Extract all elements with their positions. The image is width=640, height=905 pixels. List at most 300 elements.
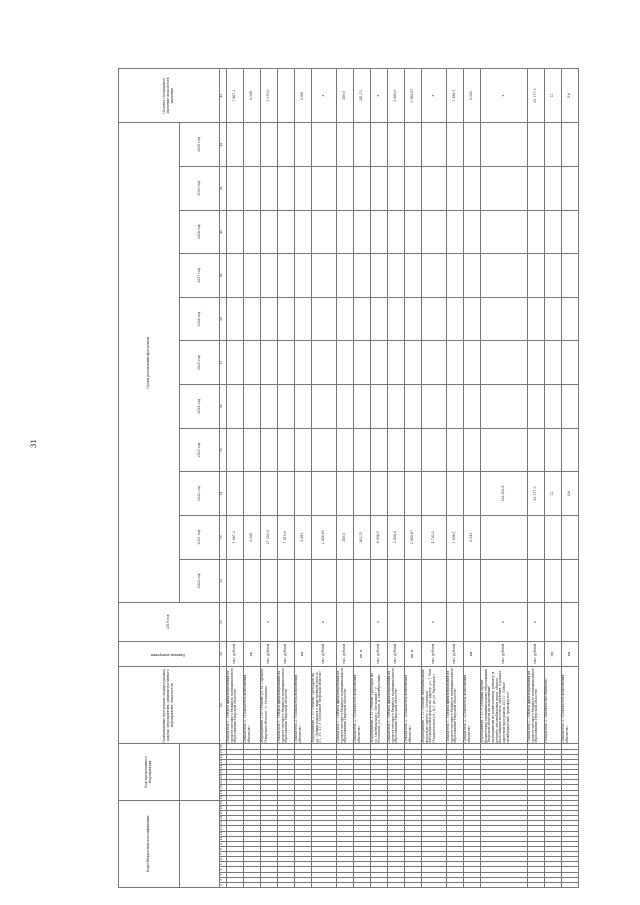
code-cell bbox=[562, 759, 579, 764]
code-cell bbox=[337, 806, 354, 811]
empty-year-cell bbox=[562, 210, 579, 254]
column-number: 36 bbox=[220, 385, 227, 429]
code-cell bbox=[244, 785, 261, 790]
empty-year-cell bbox=[354, 166, 371, 210]
code-cell bbox=[562, 872, 579, 877]
code-cell bbox=[227, 872, 244, 877]
code-cell bbox=[562, 785, 579, 790]
code-cell bbox=[464, 826, 481, 831]
empty-year-cell bbox=[562, 341, 579, 385]
code-cell bbox=[354, 770, 371, 775]
code-cell bbox=[405, 857, 422, 862]
code-cell bbox=[528, 862, 545, 867]
empty-year-cell bbox=[261, 428, 278, 472]
code-cell bbox=[244, 836, 261, 841]
column-number: 40 bbox=[220, 210, 227, 254]
code-cell bbox=[464, 857, 481, 862]
code-cell bbox=[244, 847, 261, 852]
code-cell bbox=[227, 821, 244, 826]
code-cell bbox=[447, 800, 464, 805]
code-cell bbox=[227, 826, 244, 831]
empty-year-cell bbox=[447, 385, 464, 429]
indicator-cell: Показатель 1. «Объем финансирования из средств местного бюджета муниципального образования Тверской области» bbox=[447, 667, 464, 744]
empty-year-cell bbox=[227, 297, 244, 341]
code-cell bbox=[447, 857, 464, 862]
value-2022-cell bbox=[371, 472, 388, 516]
column-number: 23 bbox=[220, 770, 227, 775]
column-number: 29 bbox=[220, 667, 227, 744]
code-cell bbox=[562, 775, 579, 780]
value-label: значение bbox=[169, 87, 174, 104]
code-cell bbox=[405, 862, 422, 867]
code-cell bbox=[227, 857, 244, 862]
code-cell bbox=[388, 744, 405, 749]
empty-year-cell bbox=[481, 123, 528, 167]
code-cell bbox=[545, 790, 562, 795]
indicator-cell: Показатель 1. «Объем финансирования из средств местного бюджета муниципального образования Тверской области» bbox=[388, 667, 405, 744]
code-cell bbox=[371, 790, 388, 795]
code-cell bbox=[528, 847, 545, 852]
code-cell bbox=[261, 826, 278, 831]
code-cell bbox=[388, 775, 405, 780]
code-cell bbox=[354, 882, 371, 887]
code-cell bbox=[405, 872, 422, 877]
code-cell bbox=[244, 795, 261, 800]
code-cell bbox=[227, 862, 244, 867]
code-cell bbox=[528, 790, 545, 795]
unit-header: Единица измерения bbox=[119, 641, 220, 667]
code-cell bbox=[337, 764, 354, 769]
empty-year-cell bbox=[371, 428, 388, 472]
column-number: 19 bbox=[220, 790, 227, 795]
code-cell bbox=[405, 816, 422, 821]
empty-year-cell bbox=[405, 166, 422, 210]
code-cell bbox=[261, 882, 278, 887]
code-cell bbox=[447, 821, 464, 826]
code-cell bbox=[244, 790, 261, 795]
code-cell bbox=[464, 852, 481, 857]
code-cell bbox=[227, 816, 244, 821]
rotated-table-container bbox=[118, 68, 594, 888]
final-value-cell: 369,0 bbox=[337, 69, 354, 123]
code-cell bbox=[371, 764, 388, 769]
value-2020-cell bbox=[312, 559, 337, 603]
code-cell bbox=[562, 882, 579, 887]
code-cell bbox=[545, 764, 562, 769]
empty-year-cell bbox=[388, 123, 405, 167]
unit-cell: тыс. рублей bbox=[528, 641, 545, 667]
final-value-cell: 1 867,2 bbox=[227, 69, 244, 123]
code-cell bbox=[371, 852, 388, 857]
code-cell bbox=[278, 744, 295, 749]
empty-year-cell bbox=[371, 385, 388, 429]
code-cell bbox=[422, 749, 447, 754]
empty-year-cell bbox=[312, 254, 337, 298]
column-number: 9 bbox=[220, 841, 227, 846]
code-cell bbox=[295, 754, 312, 759]
code-cell bbox=[244, 882, 261, 887]
code-cell bbox=[464, 811, 481, 816]
code-cell bbox=[447, 790, 464, 795]
empty-year-cell bbox=[278, 428, 295, 472]
empty-year-cell bbox=[405, 123, 422, 167]
empty-year-cell bbox=[295, 385, 312, 429]
code-cell bbox=[464, 780, 481, 785]
code-cell bbox=[354, 857, 371, 862]
code-cell bbox=[464, 744, 481, 749]
code-cell bbox=[562, 780, 579, 785]
table-row bbox=[528, 69, 545, 888]
code-cell bbox=[337, 811, 354, 816]
value-2021-cell: 0,342 bbox=[464, 515, 481, 559]
value-2020-cell bbox=[337, 559, 354, 603]
code-cell bbox=[295, 841, 312, 846]
targets-header: Сроки реализации программы bbox=[119, 123, 180, 603]
code-cell bbox=[261, 764, 278, 769]
empty-year-cell bbox=[295, 341, 312, 385]
column-number: 35 bbox=[220, 428, 227, 472]
code-cell bbox=[422, 806, 447, 811]
code-cell bbox=[545, 759, 562, 764]
code-cell bbox=[354, 754, 371, 759]
code-cell bbox=[295, 795, 312, 800]
empty-year-cell bbox=[371, 166, 388, 210]
code-cell bbox=[244, 775, 261, 780]
code-cell bbox=[278, 821, 295, 826]
code-cell bbox=[354, 785, 371, 790]
code-cell bbox=[295, 800, 312, 805]
code-cell bbox=[295, 826, 312, 831]
code-cell bbox=[312, 790, 337, 795]
empty-year-cell bbox=[562, 428, 579, 472]
code-cell bbox=[295, 816, 312, 821]
code-cell bbox=[312, 836, 337, 841]
code-cell bbox=[354, 800, 371, 805]
ultimate-header: Целевое (суммарное) значение показателя значение bbox=[119, 69, 220, 123]
code-cell bbox=[464, 764, 481, 769]
code-cell bbox=[244, 877, 261, 882]
indicator-cell: Мероприятие 1.09 «Ремонт ул. М. Горького (Тверская область) - г. Осташков» bbox=[261, 667, 278, 744]
indicator-cell: Показатель 2. «Показатель выполнения объектов» bbox=[464, 667, 481, 744]
page-number: 31 bbox=[30, 439, 38, 448]
value-2021-cell: 0,208 bbox=[244, 515, 261, 559]
empty-year-cell bbox=[562, 297, 579, 341]
code-cell bbox=[528, 800, 545, 805]
empty-year-cell bbox=[422, 428, 447, 472]
value-2020-cell bbox=[354, 559, 371, 603]
empty-year-cell bbox=[545, 428, 562, 472]
code-cell bbox=[545, 816, 562, 821]
empty-year-cell bbox=[464, 210, 481, 254]
code-cell bbox=[464, 800, 481, 805]
empty-year-cell bbox=[388, 428, 405, 472]
code-cell bbox=[244, 857, 261, 862]
year-2029: 2029 год bbox=[180, 166, 220, 210]
code-cell bbox=[371, 754, 388, 759]
value-2021-cell: 27 203,0 bbox=[261, 515, 278, 559]
empty-year-cell bbox=[545, 385, 562, 429]
code-cell bbox=[447, 806, 464, 811]
value-2022-cell bbox=[422, 472, 447, 516]
value-2022-cell: 128 302,8 bbox=[481, 472, 528, 516]
code-cell bbox=[261, 806, 278, 811]
empty-year-cell bbox=[422, 254, 447, 298]
year-2022: 2022 год bbox=[180, 472, 220, 516]
empty-year-cell bbox=[278, 123, 295, 167]
code-cell bbox=[562, 877, 579, 882]
empty-year-cell bbox=[447, 210, 464, 254]
empty-year-cell bbox=[528, 254, 545, 298]
code-cell bbox=[354, 826, 371, 831]
code-cell bbox=[528, 872, 545, 877]
code-cell bbox=[528, 841, 545, 846]
unit-cell: ед. bbox=[244, 641, 261, 667]
code-cell bbox=[562, 764, 579, 769]
code-cell bbox=[312, 800, 337, 805]
column-number: 43 bbox=[220, 69, 227, 123]
empty-year-cell bbox=[354, 428, 371, 472]
code-cell bbox=[388, 862, 405, 867]
column-number: 12 bbox=[220, 826, 227, 831]
final-value-cell: 0,342 bbox=[464, 69, 481, 123]
empty-year-cell bbox=[261, 166, 278, 210]
empty-year-cell bbox=[354, 297, 371, 341]
code-cell bbox=[354, 862, 371, 867]
code-cell bbox=[545, 831, 562, 836]
code-cell bbox=[337, 785, 354, 790]
code-cell bbox=[295, 862, 312, 867]
indicator-cell: Показатель 2. «Количество объектов» bbox=[545, 667, 562, 744]
code-cell bbox=[261, 770, 278, 775]
empty-year-cell bbox=[295, 297, 312, 341]
code-cell bbox=[244, 862, 261, 867]
code-cell bbox=[244, 811, 261, 816]
empty-year-cell bbox=[545, 341, 562, 385]
code-cell bbox=[295, 749, 312, 754]
empty-year-cell bbox=[528, 428, 545, 472]
code-cell bbox=[481, 759, 528, 764]
code-cell bbox=[447, 882, 464, 887]
empty-year-cell bbox=[227, 210, 244, 254]
base-year-cell: х bbox=[371, 603, 388, 641]
value-2020-cell bbox=[405, 559, 422, 603]
code-cell bbox=[295, 847, 312, 852]
value-2021-cell: 1 019,0 bbox=[278, 515, 295, 559]
code-cell bbox=[295, 759, 312, 764]
code-cell bbox=[371, 806, 388, 811]
code-cell bbox=[278, 862, 295, 867]
code-cell bbox=[545, 862, 562, 867]
column-number: 3 bbox=[220, 872, 227, 877]
code-cell bbox=[244, 816, 261, 821]
value-2022-cell bbox=[464, 472, 481, 516]
empty-year-cell bbox=[261, 210, 278, 254]
code-cell bbox=[278, 831, 295, 836]
code-cell bbox=[295, 780, 312, 785]
code-cell bbox=[545, 847, 562, 852]
code-cell bbox=[405, 847, 422, 852]
empty-year-cell bbox=[388, 297, 405, 341]
code-cell bbox=[447, 785, 464, 790]
code-cell bbox=[562, 841, 579, 846]
code-cell bbox=[312, 811, 337, 816]
code-cell bbox=[278, 872, 295, 877]
code-cell bbox=[422, 821, 447, 826]
value-2022-cell bbox=[295, 472, 312, 516]
code-cell bbox=[545, 877, 562, 882]
column-number: 2 bbox=[220, 877, 227, 882]
table-row bbox=[312, 69, 337, 888]
code-cell bbox=[562, 867, 579, 872]
base-year-cell: х bbox=[312, 603, 337, 641]
table-row bbox=[562, 69, 579, 888]
indicator-cell: Мероприятие 1.12 «Ремонт автомобильной дороги по адресу: г. Осташков автомобильная дорога по адресу: ул. 1 Мая (Ташкентская ул., № 1 до ул. Ржевская)» bbox=[422, 667, 447, 744]
code-cell bbox=[295, 811, 312, 816]
empty-year-cell bbox=[528, 341, 545, 385]
code-cell bbox=[312, 816, 337, 821]
code-cell bbox=[545, 749, 562, 754]
empty-year-cell bbox=[261, 297, 278, 341]
code-cell bbox=[562, 826, 579, 831]
empty-year-cell bbox=[337, 341, 354, 385]
code-cell bbox=[278, 877, 295, 882]
code-cell bbox=[312, 759, 337, 764]
value-2020-cell bbox=[295, 559, 312, 603]
indicator-cell: Показатель 1. «Объем финансирования из средств местного бюджета муниципального образования Тверской области» bbox=[528, 667, 545, 744]
column-number: 16 bbox=[220, 806, 227, 811]
table-row bbox=[405, 69, 422, 888]
code-cell bbox=[422, 862, 447, 867]
value-2021-cell: 8 006,5 bbox=[371, 515, 388, 559]
code-cell bbox=[405, 749, 422, 754]
code-cell bbox=[405, 836, 422, 841]
year-2026: 2026 год bbox=[180, 297, 220, 341]
code-cell bbox=[422, 816, 447, 821]
column-number: 41 bbox=[220, 166, 227, 210]
empty-year-cell bbox=[545, 123, 562, 167]
code-cell bbox=[371, 847, 388, 852]
column-number: 18 bbox=[220, 795, 227, 800]
code-cell bbox=[422, 790, 447, 795]
code-cell bbox=[388, 852, 405, 857]
empty-year-cell bbox=[447, 297, 464, 341]
value-2022-cell bbox=[278, 472, 295, 516]
empty-year-cell bbox=[481, 385, 528, 429]
code-cell bbox=[244, 806, 261, 811]
table-row bbox=[295, 69, 312, 888]
code-cell bbox=[405, 744, 422, 749]
code-cell bbox=[295, 857, 312, 862]
column-number: 11 bbox=[220, 831, 227, 836]
code-cell bbox=[278, 770, 295, 775]
final-value-cell: 1 486,1 bbox=[447, 69, 464, 123]
code-cell bbox=[261, 841, 278, 846]
code-cell bbox=[388, 790, 405, 795]
unit-cell: тыс. рублей bbox=[312, 641, 337, 667]
code-cell bbox=[371, 872, 388, 877]
empty-year-cell bbox=[227, 254, 244, 298]
code-cell bbox=[278, 775, 295, 780]
code-cell bbox=[337, 877, 354, 882]
empty-year-cell bbox=[405, 385, 422, 429]
indicator-cell: Показатель 1. «Объем финансирования из средств местного бюджета муниципального образования Тверской области» bbox=[227, 667, 244, 744]
value-2022-cell bbox=[312, 472, 337, 516]
code-cell bbox=[447, 770, 464, 775]
code-cell bbox=[422, 785, 447, 790]
code-cell bbox=[562, 831, 579, 836]
code-cell bbox=[464, 847, 481, 852]
empty-year-cell bbox=[371, 254, 388, 298]
code-cell bbox=[354, 795, 371, 800]
code-cell bbox=[227, 847, 244, 852]
code-cell bbox=[312, 852, 337, 857]
empty-year-cell bbox=[295, 428, 312, 472]
base-year-cell bbox=[405, 603, 422, 641]
empty-year-cell bbox=[244, 297, 261, 341]
code-cell bbox=[481, 754, 528, 759]
code-cell bbox=[481, 764, 528, 769]
empty-year-cell bbox=[528, 123, 545, 167]
code-cell bbox=[545, 857, 562, 862]
empty-year-cell bbox=[405, 341, 422, 385]
empty-year-cell bbox=[244, 123, 261, 167]
code-cell bbox=[562, 852, 579, 857]
value-2021-cell: 2 846,85 bbox=[312, 515, 337, 559]
empty-year-cell bbox=[422, 210, 447, 254]
value-2021-cell bbox=[562, 515, 579, 559]
empty-year-cell bbox=[464, 385, 481, 429]
code-cell bbox=[481, 882, 528, 887]
column-number: 27 bbox=[220, 749, 227, 754]
code-cell bbox=[422, 836, 447, 841]
value-2021-cell: 369,0 bbox=[337, 515, 354, 559]
code-cell bbox=[354, 816, 371, 821]
code-cell bbox=[337, 775, 354, 780]
code-cell bbox=[371, 780, 388, 785]
code-cell bbox=[562, 836, 579, 841]
code-cell bbox=[388, 821, 405, 826]
code-cell bbox=[295, 790, 312, 795]
code-cell bbox=[371, 826, 388, 831]
code-cell bbox=[337, 795, 354, 800]
code-cell bbox=[388, 857, 405, 862]
empty-year-cell bbox=[528, 166, 545, 210]
value-2020-cell bbox=[261, 559, 278, 603]
code-cell bbox=[227, 841, 244, 846]
code-cell bbox=[464, 749, 481, 754]
code-cell bbox=[464, 790, 481, 795]
code-cell bbox=[337, 754, 354, 759]
empty-year-cell bbox=[422, 297, 447, 341]
empty-year-cell bbox=[295, 166, 312, 210]
empty-year-cell bbox=[447, 341, 464, 385]
code-cell bbox=[227, 785, 244, 790]
code-cell bbox=[354, 872, 371, 877]
value-2022-cell bbox=[405, 472, 422, 516]
table-row bbox=[278, 69, 295, 888]
code-cell bbox=[481, 872, 528, 877]
code-cell bbox=[422, 744, 447, 749]
code-cell bbox=[295, 867, 312, 872]
table-row bbox=[227, 69, 244, 888]
empty-year-cell bbox=[447, 166, 464, 210]
indicator-cell: Показатель 3. «Показатель выполнения объектов» bbox=[562, 667, 579, 744]
code-cell bbox=[261, 816, 278, 821]
code-cell bbox=[244, 759, 261, 764]
year-2021: 2021 год bbox=[180, 515, 220, 559]
empty-year-cell bbox=[447, 123, 464, 167]
empty-year-cell bbox=[422, 166, 447, 210]
